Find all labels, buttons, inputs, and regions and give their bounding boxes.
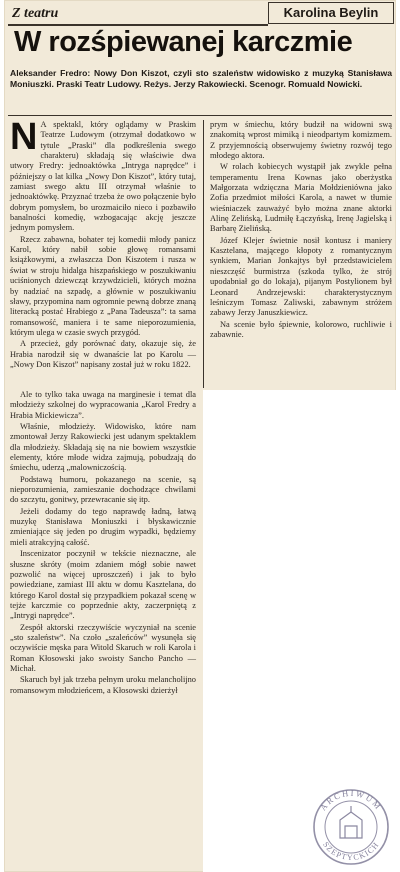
article-paragraph: A spektakl, który oglądamy w Praskim Teatrze Ludowym (otrzymał dodatkowo w tytule „Praski” dla podkreślenia swego charakteru) składają się właściwie dwa utwory Fredry: jednoaktówka „Intryga naprędce” i późniejszy o lat kilka „Nowy Don Kiszot”, który tutaj, zamiast swego aktu III otrzymał właśnie to jednoaktówkę. Przyznać trzeba że owo połączenie było dobrym pomysłem, bo urozmaiciło nieco i pozbawiło banalności komedię, wzbogacając akcję jeszcze jednym pomysłem. [10,120,196,233]
drop-cap: N [10,116,38,158]
article-paragraph: Skaruch był jak trzeba pełnym uroku melancholijno romansowym młodzieńcem, a Kłosowski dzierżył [10,675,196,695]
article-paragraph: Ale to tylko taka uwaga na marginesie i temat dla młodzieży szkolnej do wypracowania „Karol Fredry a Hrabia Mickiewicza”. [10,390,196,420]
article-paragraph: Podstawą humoru, pokazanego na scenie, są nieporozumienia, zamieszanie dochodzące chwilami do szczytu, gonitwy, przewracanie się itp. [10,474,196,505]
article-headline: W rozśpiewanej karczmie [14,26,353,58]
article-paragraph: Zespół aktorski rzeczywiście wyczyniał na scenie „sto szaleństw”. Na czoło „szaleńców” wysunęła się oczywiście męska para Witold Skaruch w roli Karola i Roman Kłosowski jako swoisty Sancho Pancho — Michał. [10,622,196,673]
article-lead: Aleksander Fredro: Nowy Don Kiszot, czyli sto szaleństw widowisko z muzyką Stanisława Moniuszki. Praski Teatr Ludowy. Reżys. Jerzy Rakowiecki. Scenogr. Romuald Nowicki. [10,68,392,89]
article-paragraph: Właśnie, młodzieży. Widowisko, które nam zmontował Jerzy Rakowiecki jest udanym spektaklem dla młodzieży. Składają się na nie bowiem wszystkie elementy, które młode widza zajmują, pobudzają do śmiechu, uderzą „malowniczością. [10,422,196,473]
section-kicker: Z teatru [12,6,59,21]
article-paragraph: Józef Klejer świetnie nosił kontusz i maniery Kasztelana, mającego kłopoty z romantycznym synkiem, Marian Jonkajtys był przedstawicielem nieszczęść burmistrza (szkoda tylko, że strój upodabniał go do lokaja), pijanym Postylionem był Leonard Andrzejewski: charakterystycznym leśniczym Tomasz Zaliwski, zabawnym stróżem zabawy Jerzy Januszkiewicz. [210,235,392,318]
article-paragraph: Rzecz zabawna, bohater tej komedii młody panicz Karol, który nabił sobie głowę romansami książkowymi, a zwłaszcza Don Kiszotem i rusza w świat w stroju hidalga hiszpańskiego w poszukiwaniu uciśnionych dziewcząt krzywdzicieli, których można by nadziać na szpadę, a głównie w poszukiwaniu sławy, przypomina nam ogromnie pewną dobrze znaną literacką postać Hrabiego z „Pana Tadeusza”: ta sama romansowość, maniera i te same nieporozumienia, którym ulega w czasie swych przygód. [10,234,196,337]
author-byline: Karolina Beylin [268,2,394,24]
article-paragraph: Na scenie było śpiewnie, kolorowo, ruchliwie i zabawnie. [210,319,392,339]
article-paragraph: W rolach kobiecych wystąpił jak zwykle pełna temperamentu Irena Kownas jako oberżystka Małgorzata wdzięczna Maria Mołdzieniówna jako Zofia przedmiot miłości Karola, a nawet w tłumie wieśniaczek zauważyć było można znane aktorki Alinę Zelińską, Ludmiłę Łączyńską, Irenę Jagielską i Barbarę Zielińską. [210,162,392,234]
column-rule [203,120,204,388]
left-column-bottom [10,390,196,696]
article-paragraph: Inscenizator poczynił w tekście nieznaczne, ale słuszne skróty (moim zdaniem mógł sobie nawet pozwolić na więcej uproszczeń) i jak to było powiedziane, zamiast III aktu w domu Kasztelana, do którego Karol dostał się przypadkiem pokazał scenę w tejże karczmie co poprzednie akty, zaczerpniętą z „Intrygi naprędce”. [10,549,196,621]
archive-stamp-icon [312,788,390,866]
article-paragraph: prym w śmiechu, który budził na widowni swą znakomitą wprost mimiką i nieodpartym komizmem. Z przyjemnością obserwujemy świetny rozwój tego młodego aktora. [210,120,392,161]
svg-text:SZEPTYCKICH: SZEPTYCKICH [321,839,381,863]
lead-rule [8,115,392,116]
article-paragraph: A przecież, gdy porównać daty, okazuje się, że Hrabia narodził się w dwanaście lat po Karolu — „Nowy Don Kiszot” napisany został już w roku 1822. [10,339,196,369]
svg-text:ARCHIWUM: ARCHIWUM [317,788,385,813]
left-column-top [10,116,196,370]
right-column [210,120,392,340]
article-paragraph: Jeżeli dodamy do tego naprawdę ładną, łatwą muzykę Stanisława Moniuszki i błyskawicznie zmieniające się jeden po drugim wypadki, będziemy mieli atrakcyjną całość. [10,506,196,547]
